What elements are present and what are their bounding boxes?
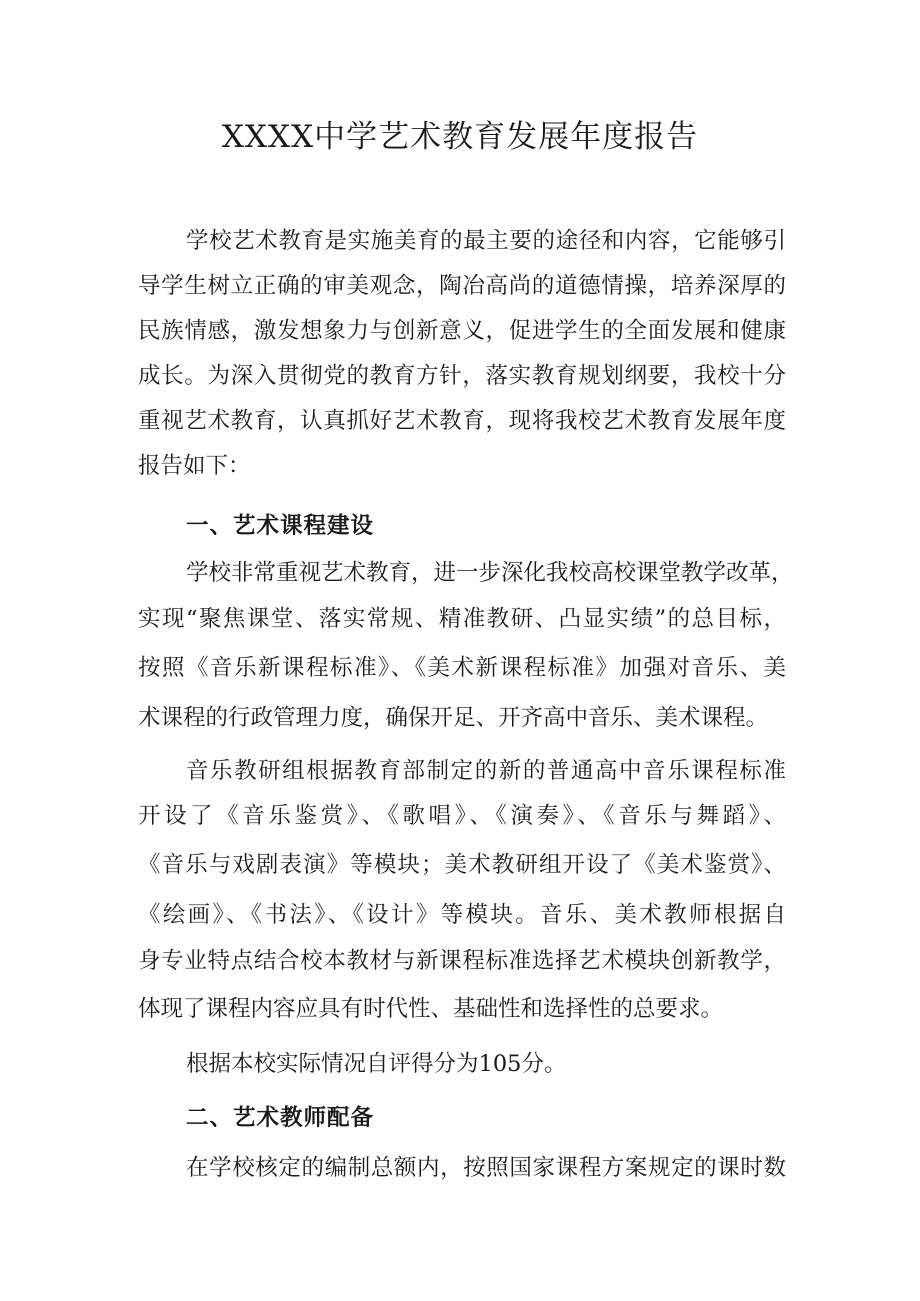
intro-line: 重视艺术教育，认真抓好艺术教育，现将我校艺术教育发展年度 xyxy=(138,408,786,434)
section1-para2-line: 开设了《音乐鉴赏》、《歌唱》、《演奏》、《音乐与舞蹈》、 xyxy=(138,803,786,829)
section-heading-1: 一、艺术课程建设 xyxy=(186,513,375,539)
section1-para1-line: 实现“聚焦课堂、落实常规、精准教研、凸显实绩”的总目标， xyxy=(138,606,786,632)
self-evaluation-score: 根据本校实际情况自评得分为105分。 xyxy=(186,1051,567,1077)
section1-para2-line: 《绘画》、《书法》、《设计》等模块。音乐、美术教师根据自 xyxy=(138,902,786,928)
section-heading-2: 二、艺术教师配备 xyxy=(186,1105,375,1131)
section1-para2-line: 身专业特点结合校本教材与新课程标准选择艺术模块创新教学， xyxy=(138,948,786,974)
section2-para1-line: 在学校核定的编制总额内，按照国家课程方案规定的课时数 xyxy=(186,1155,786,1181)
section1-para1-line: 术课程的行政管理力度，确保开足、开齐高中音乐、美术课程。 xyxy=(138,705,769,731)
intro-line: 报告如下： xyxy=(138,453,251,479)
intro-line: 成长。为深入贯彻党的教育方针，落实教育规划纲要，我校十分 xyxy=(138,363,786,389)
page-title: XXXX中学艺术教育发展年度报告 xyxy=(221,119,699,155)
section1-para2-line: 体现了课程内容应具有时代性、基础性和选择性的总要求。 xyxy=(138,996,724,1022)
section1-para1-line: 按照《音乐新课程标准》、《美术新课程标准》加强对音乐、美 xyxy=(138,655,786,681)
intro-line: 民族情感，激发想象力与创新意义，促进学生的全面发展和健康 xyxy=(138,318,786,344)
section1-para2-line: 《音乐与戏剧表演》等模块；美术教研组开设了《美术鉴赏》、 xyxy=(138,852,786,878)
intro-line: 学校艺术教育是实施美育的最主要的途径和内容，它能够引 xyxy=(186,228,786,254)
section1-para2-line: 音乐教研组根据教育部制定的新的普通高中音乐课程标准 xyxy=(186,758,786,784)
section1-para1-line: 学校非常重视艺术教育，进一步深化我校高校课堂教学改革， xyxy=(186,560,794,586)
intro-line: 导学生树立正确的审美观念，陶冶高尚的道德情操，培养深厚的 xyxy=(138,273,786,299)
